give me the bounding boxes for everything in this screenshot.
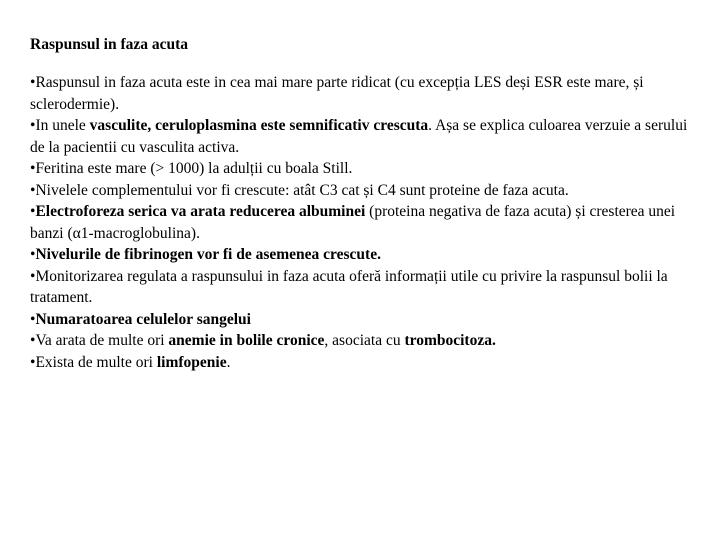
bullet-marker: • bbox=[30, 353, 36, 371]
list-item bbox=[30, 72, 695, 115]
list-item bbox=[30, 201, 695, 244]
bold-text: Nivelurile de fibrinogen vor fi de asemenea crescute. bbox=[35, 246, 381, 263]
text-segment: (proteina negativa de faza acuta) și cresterea unei banzi (α1-macroglobulina). bbox=[30, 203, 676, 242]
list-item bbox=[30, 309, 695, 331]
list-item bbox=[30, 266, 695, 309]
text-segment: Raspunsul in faza acuta este in cea mai mare parte ridicat (cu excepția LES deși ESR este mare, și sclerodermie). bbox=[30, 74, 644, 113]
bullet-marker: • bbox=[30, 117, 36, 134]
list-item bbox=[30, 352, 695, 374]
bullet-marker: • bbox=[30, 310, 36, 328]
bullet-marker: • bbox=[30, 246, 36, 263]
bold-text: limfopenie bbox=[156, 353, 227, 371]
bullet-marker: • bbox=[30, 181, 36, 199]
bullet-marker: • bbox=[30, 267, 36, 285]
text-segment: , asociata cu bbox=[324, 332, 405, 349]
list-item bbox=[30, 244, 695, 266]
bullet-list bbox=[30, 72, 695, 373]
document-page bbox=[30, 34, 695, 373]
text-segment: Exista de multe ori bbox=[35, 353, 157, 371]
bold-text: Electroforeza serica va arata reducerea albuminei bbox=[35, 203, 366, 220]
bold-text: anemie in bolile cronice bbox=[168, 332, 325, 349]
bullet-marker: • bbox=[30, 160, 36, 177]
text-segment: In unele bbox=[35, 117, 90, 134]
list-item bbox=[30, 330, 695, 352]
list-item bbox=[30, 158, 695, 180]
bullet-marker: • bbox=[30, 74, 36, 91]
text-segment: Feritina este mare (> 1000) la adulții cu boala Still. bbox=[35, 160, 353, 177]
text-segment: Va arata de multe ori bbox=[35, 332, 169, 349]
text-segment: Monitorizarea regulata a raspunsului in faza acuta oferă informații utile cu privire la raspunsul bolii la tratament. bbox=[30, 267, 668, 306]
text-segment: Nivelele complementului vor fi crescute: atât C3 cat și C4 sunt proteine de faza acuta. bbox=[35, 181, 569, 199]
list-item bbox=[30, 115, 695, 158]
bold-text: trombocitoza. bbox=[404, 332, 496, 349]
text-segment: . bbox=[226, 353, 231, 371]
bold-text: vasculite, ceruloplasmina este semnificativ crescuta bbox=[89, 117, 429, 134]
bullet-marker: • bbox=[30, 203, 36, 220]
bold-text: Numaratoarea celulelor sangelui bbox=[35, 310, 251, 328]
page-title: Raspunsul in faza acuta bbox=[30, 36, 189, 53]
bullet-marker: • bbox=[30, 332, 36, 349]
text-segment: . Așa se explica culoarea verzuie a serului de la pacientii cu vasculita activa. bbox=[30, 117, 688, 156]
list-item bbox=[30, 180, 695, 202]
